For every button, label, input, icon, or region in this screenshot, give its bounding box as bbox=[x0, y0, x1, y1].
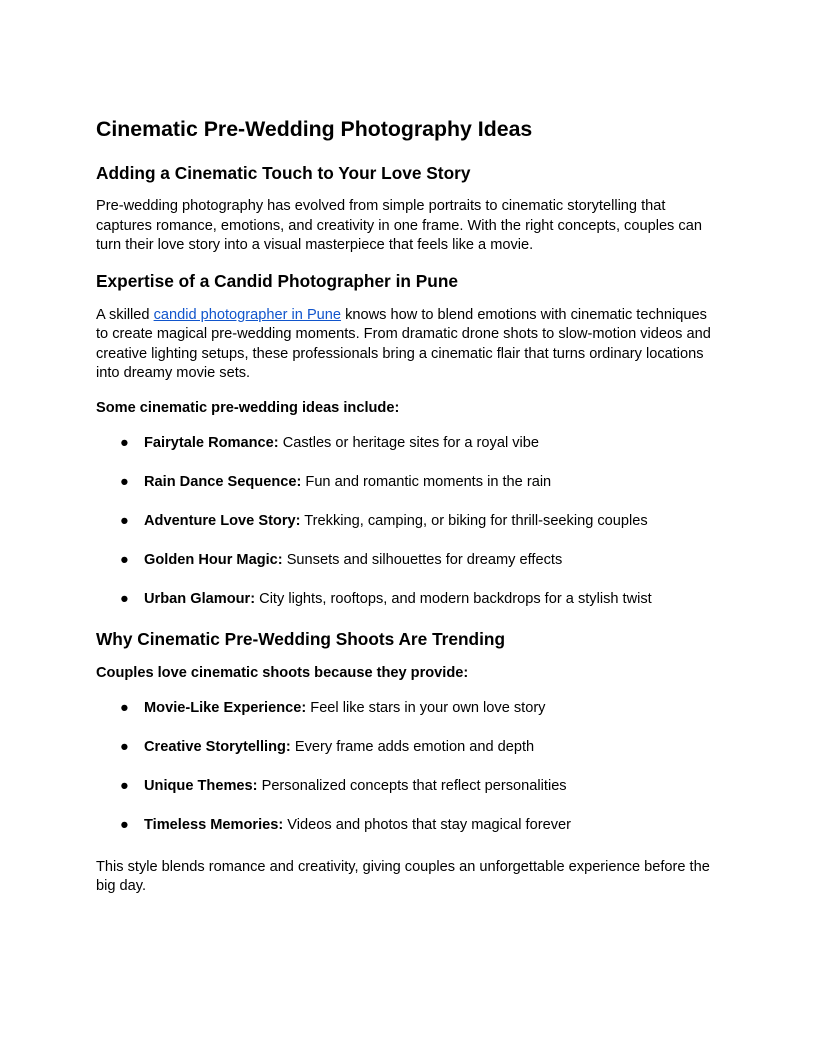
document-page bbox=[96, 117, 720, 912]
list-item bbox=[96, 512, 720, 532]
list-item bbox=[96, 777, 720, 797]
reasons-list bbox=[96, 699, 720, 836]
item-text: Videos and photos that stay magical forever bbox=[283, 817, 571, 834]
item-label: Movie-Like Experience: bbox=[144, 700, 307, 717]
paragraph-text-before-link: A skilled bbox=[96, 306, 154, 323]
item-label: Golden Hour Magic: bbox=[144, 552, 283, 569]
bullet-icon: ● bbox=[120, 435, 129, 452]
section-paragraph-intro: Pre-wedding photography has evolved from simple portraits to cinematic storytelling that captures romance, emotions, and creativity in one frame. With the right concepts, couples can turn their love story into a visual masterpiece that feels like a movie. bbox=[96, 198, 702, 254]
section-heading-candid-photographer: Expertise of a Candid Photographer in Pune bbox=[96, 270, 458, 291]
list-intro-reasons: Couples love cinematic shoots because they provide: bbox=[96, 664, 469, 681]
bullet-icon: ● bbox=[120, 817, 129, 834]
bullet-icon: ● bbox=[120, 739, 129, 756]
item-label: Timeless Memories: bbox=[144, 817, 284, 834]
candid-photographer-link[interactable]: candid photographer in Pune bbox=[153, 306, 342, 323]
bullet-icon: ● bbox=[120, 474, 129, 491]
item-text: Fun and romantic moments in the rain bbox=[301, 474, 552, 491]
bullet-icon: ● bbox=[120, 552, 129, 569]
ideas-list bbox=[96, 434, 720, 610]
section-paragraph-expertise bbox=[96, 306, 720, 384]
item-label: Rain Dance Sequence: bbox=[144, 474, 302, 491]
section-heading-cinematic-touch: Adding a Cinematic Touch to Your Love Story bbox=[96, 162, 471, 183]
item-text: Sunsets and silhouettes for dreamy effects bbox=[282, 552, 563, 569]
item-text: Castles or heritage sites for a royal vibe bbox=[278, 435, 540, 452]
list-item bbox=[96, 473, 720, 493]
bullet-icon: ● bbox=[120, 591, 129, 608]
list-intro-ideas: Some cinematic pre-wedding ideas include: bbox=[96, 399, 400, 416]
list-item bbox=[96, 551, 720, 571]
item-text: Personalized concepts that reflect personalities bbox=[257, 778, 567, 795]
section-heading-trending: Why Cinematic Pre-Wedding Shoots Are Trending bbox=[96, 629, 506, 650]
bullet-icon: ● bbox=[120, 700, 129, 717]
list-item bbox=[96, 699, 720, 719]
item-label: Fairytale Romance: bbox=[144, 435, 279, 452]
item-label: Unique Themes: bbox=[144, 778, 258, 795]
list-item bbox=[96, 738, 720, 758]
item-label: Creative Storytelling: bbox=[144, 739, 291, 756]
item-text: Feel like stars in your own love story bbox=[306, 700, 546, 717]
closing-paragraph: This style blends romance and creativity, giving couples an unforgettable experience before the big day. bbox=[96, 858, 710, 895]
bullet-icon: ● bbox=[120, 513, 129, 530]
paragraph-text-after-link: knows how to blend emotions with cinematic techniques to create magical pre-wedding moments. From dramatic drone shots to slow-motion videos and creative lighting setups, these professionals bring a cinematic flair that turns ordinary locations into dreamy movie sets. bbox=[96, 306, 711, 382]
item-text: Every frame adds emotion and depth bbox=[290, 739, 535, 756]
item-label: Adventure Love Story: bbox=[144, 513, 301, 530]
item-label: Urban Glamour: bbox=[144, 591, 256, 608]
list-item bbox=[96, 434, 720, 454]
list-item bbox=[96, 816, 720, 836]
document-title: Cinematic Pre-Wedding Photography Ideas bbox=[96, 117, 533, 141]
item-text: Trekking, camping, or biking for thrill-seeking couples bbox=[300, 513, 648, 530]
list-item bbox=[96, 590, 720, 610]
bullet-icon: ● bbox=[120, 778, 129, 795]
item-text: City lights, rooftops, and modern backdrops for a stylish twist bbox=[255, 591, 652, 608]
